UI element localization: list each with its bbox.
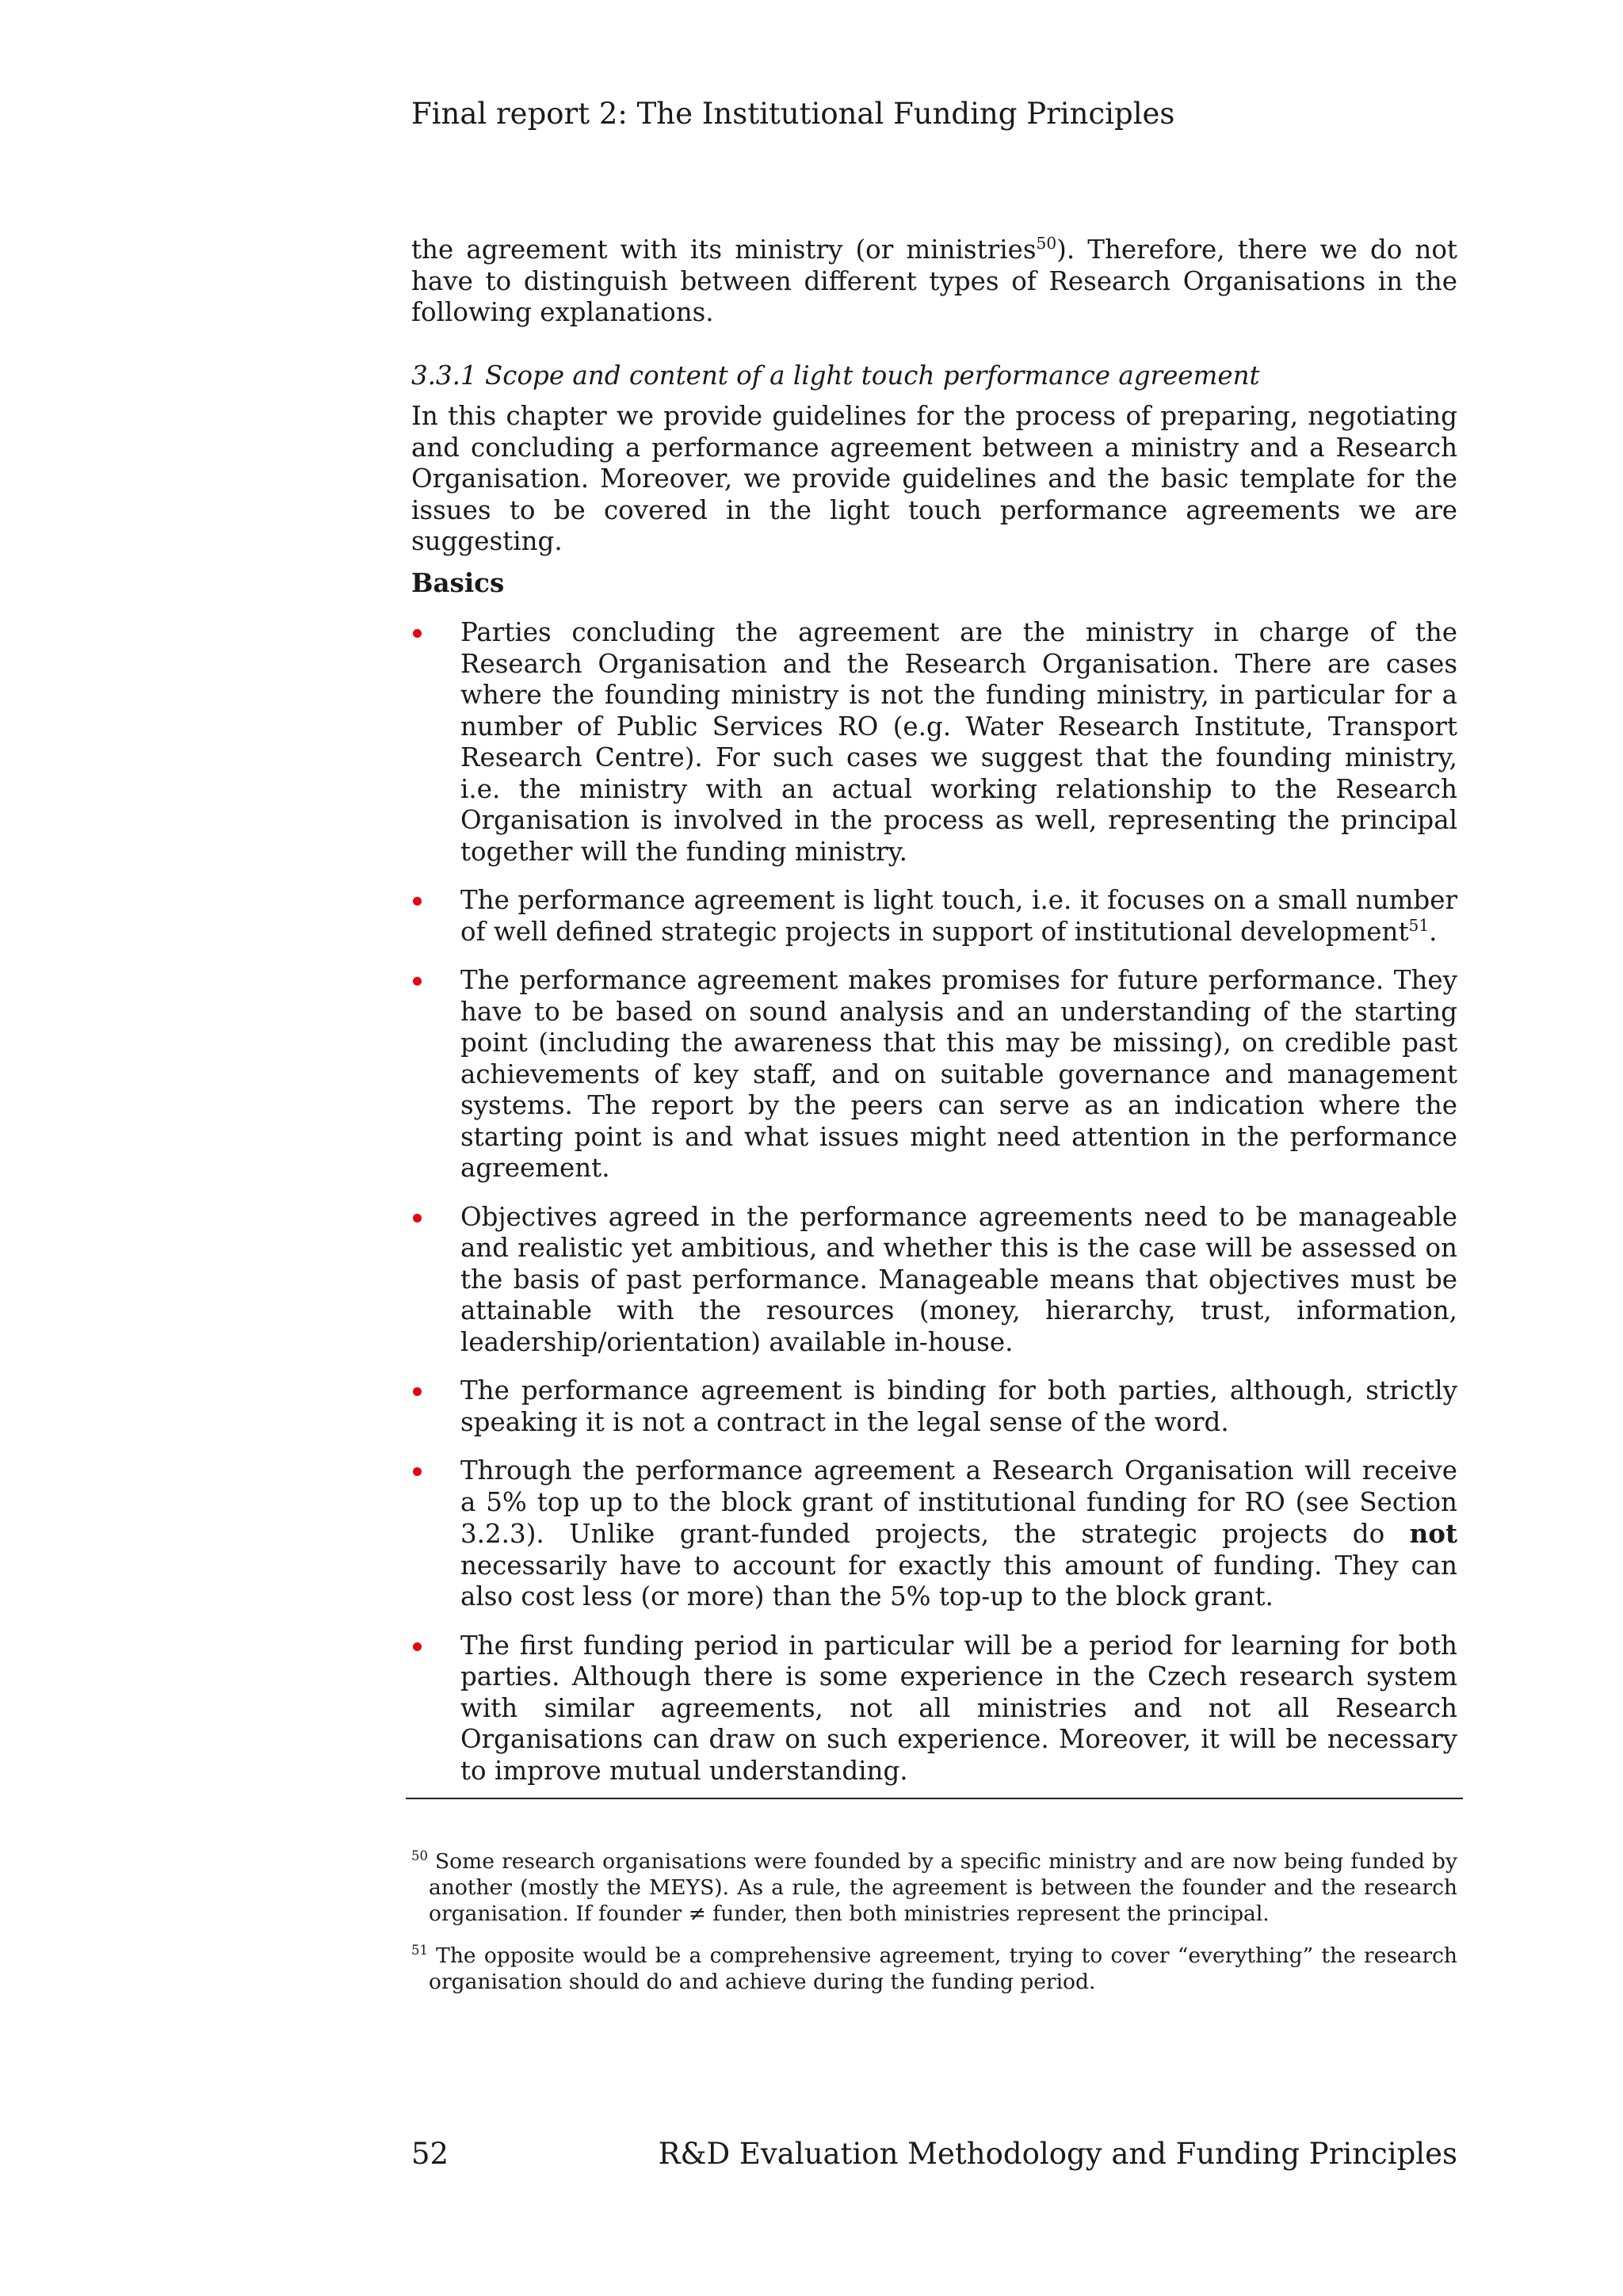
footnote-ref-51[interactable]: 51 (1408, 915, 1430, 935)
bullet-icon (413, 1467, 422, 1476)
list-item (411, 965, 1457, 1184)
bullet-icon (413, 1387, 422, 1396)
section-paragraph: In this chapter we provide guidelines for the process of preparing, negotiating and concluding a performance agreement between a ministry and a Research Organisation. Moreover, we provide guidelines and the basic template for the issues to be covered in the light touch performance agreements we are suggesting. (411, 401, 1457, 556)
list-item-text: Parties concluding the agreement are the ministry in charge of the Research Organisation and the Research Organisation. There are cases where the founding ministry is not the funding ministry, in particular for a number of Public Services RO (e.g. Water Research Institute, Transport Research Centre). For such cases we suggest that the founding ministry, i.e. the ministry with an actual working relationship to the Research Organisation is involved in the process as well, representing the principal together will the funding ministry. (460, 617, 1457, 867)
list-item-text: The performance agreement is light touch, i.e. it focuses on a small number of well defined strategic projects in support of institutional development (460, 885, 1457, 947)
emphasis-not: not (1409, 1518, 1457, 1549)
bullet-icon (413, 1214, 422, 1222)
page-number: 52 (411, 2137, 449, 2171)
list-item (411, 1375, 1457, 1438)
running-footer: R&D Evaluation Methodology and Funding Principles (658, 2137, 1457, 2171)
running-header: Final report 2: The Institutional Funding Principles (411, 97, 1175, 131)
list-item (411, 617, 1457, 868)
bullet-icon (413, 977, 422, 986)
footnote-text: Some research organisations were founded by a specific ministry and are now being funded by another (mostly the MEYS). As a rule, the agreement is between the founder and the research organisation. If founder ≠ funder, then both ministries represent the principal. (429, 1849, 1457, 1926)
list-item-text-end: . (1429, 916, 1438, 947)
footnote-text: The opposite would be a comprehensive agreement, trying to cover “everything” the research organisation should do and achieve during the funding period. (429, 1943, 1457, 1994)
footnote-ref-50[interactable]: 50 (1036, 234, 1057, 254)
bullet-icon (413, 629, 422, 638)
list-item-text: Through the performance agreement a Research Organisation will receive a 5% top up to the block grant of institutional funding for RO (see Section 3.2.3). Unlike grant-funded projects, the strategic projects do (460, 1455, 1457, 1549)
list-item (411, 1202, 1457, 1359)
intro-paragraph (411, 235, 1457, 329)
list-item-text: The first funding period in particular will be a period for learning for both parties. Although there is some experience in the Czech research system with similar agreements, not all ministries and not all Research Organisations can draw on such experience. Moreover, it will be necessary to improve mutual understanding. (460, 1630, 1457, 1786)
list-item-text: Objectives agreed in the performance agreements need to be manageable and realistic yet ambitious, and whether this is the case will be assessed on the basis of past performance. Manageable means that objectives must be attainable with the resources (money, hierarchy, trust, information, leadership/orientation) available in-house. (460, 1201, 1457, 1357)
intro-text-part-2: ). Therefore, there we do not have to distinguish between different types of Research Organisations in the following explanations. (411, 235, 1457, 327)
main-content (411, 235, 1457, 1804)
intro-text-part-1: the agreement with its ministry (or ministries (411, 235, 1037, 265)
bullet-icon (413, 1642, 422, 1651)
list-item-text-end: necessarily have to account for exactly this amount of funding. They can also cost less (or more) than the 5% top-up to the block grant. (460, 1550, 1457, 1611)
section-heading: 3.3.1 Scope and content of a light touch performance agreement (411, 360, 1260, 391)
footnotes (411, 1848, 1457, 2011)
footnote-divider (406, 1798, 1463, 1799)
list-item (411, 1455, 1457, 1613)
footnote-mark: 51 (411, 1943, 428, 1958)
list-item (411, 1630, 1457, 1787)
footnote-51 (411, 1943, 1457, 1995)
bullet-list (411, 617, 1457, 1787)
footnote-50 (411, 1848, 1457, 1927)
list-item-text: The performance agreement is binding for both parties, although, strictly speaking it is not a contract in the legal sense of the word. (460, 1375, 1457, 1437)
bullet-icon (413, 897, 422, 906)
basics-heading: Basics (411, 566, 505, 598)
list-item-text: The performance agreement makes promises for future performance. They have to be based on sound analysis and an understanding of the starting point (including the awareness that this may be missing), on credible past achievements of key staff, and on suitable governance and management systems. The report by the peers can serve as an indication where the starting point is and what issues might need attention in the performance agreement. (460, 965, 1457, 1183)
footnote-mark: 50 (411, 1848, 428, 1864)
list-item (411, 885, 1457, 948)
